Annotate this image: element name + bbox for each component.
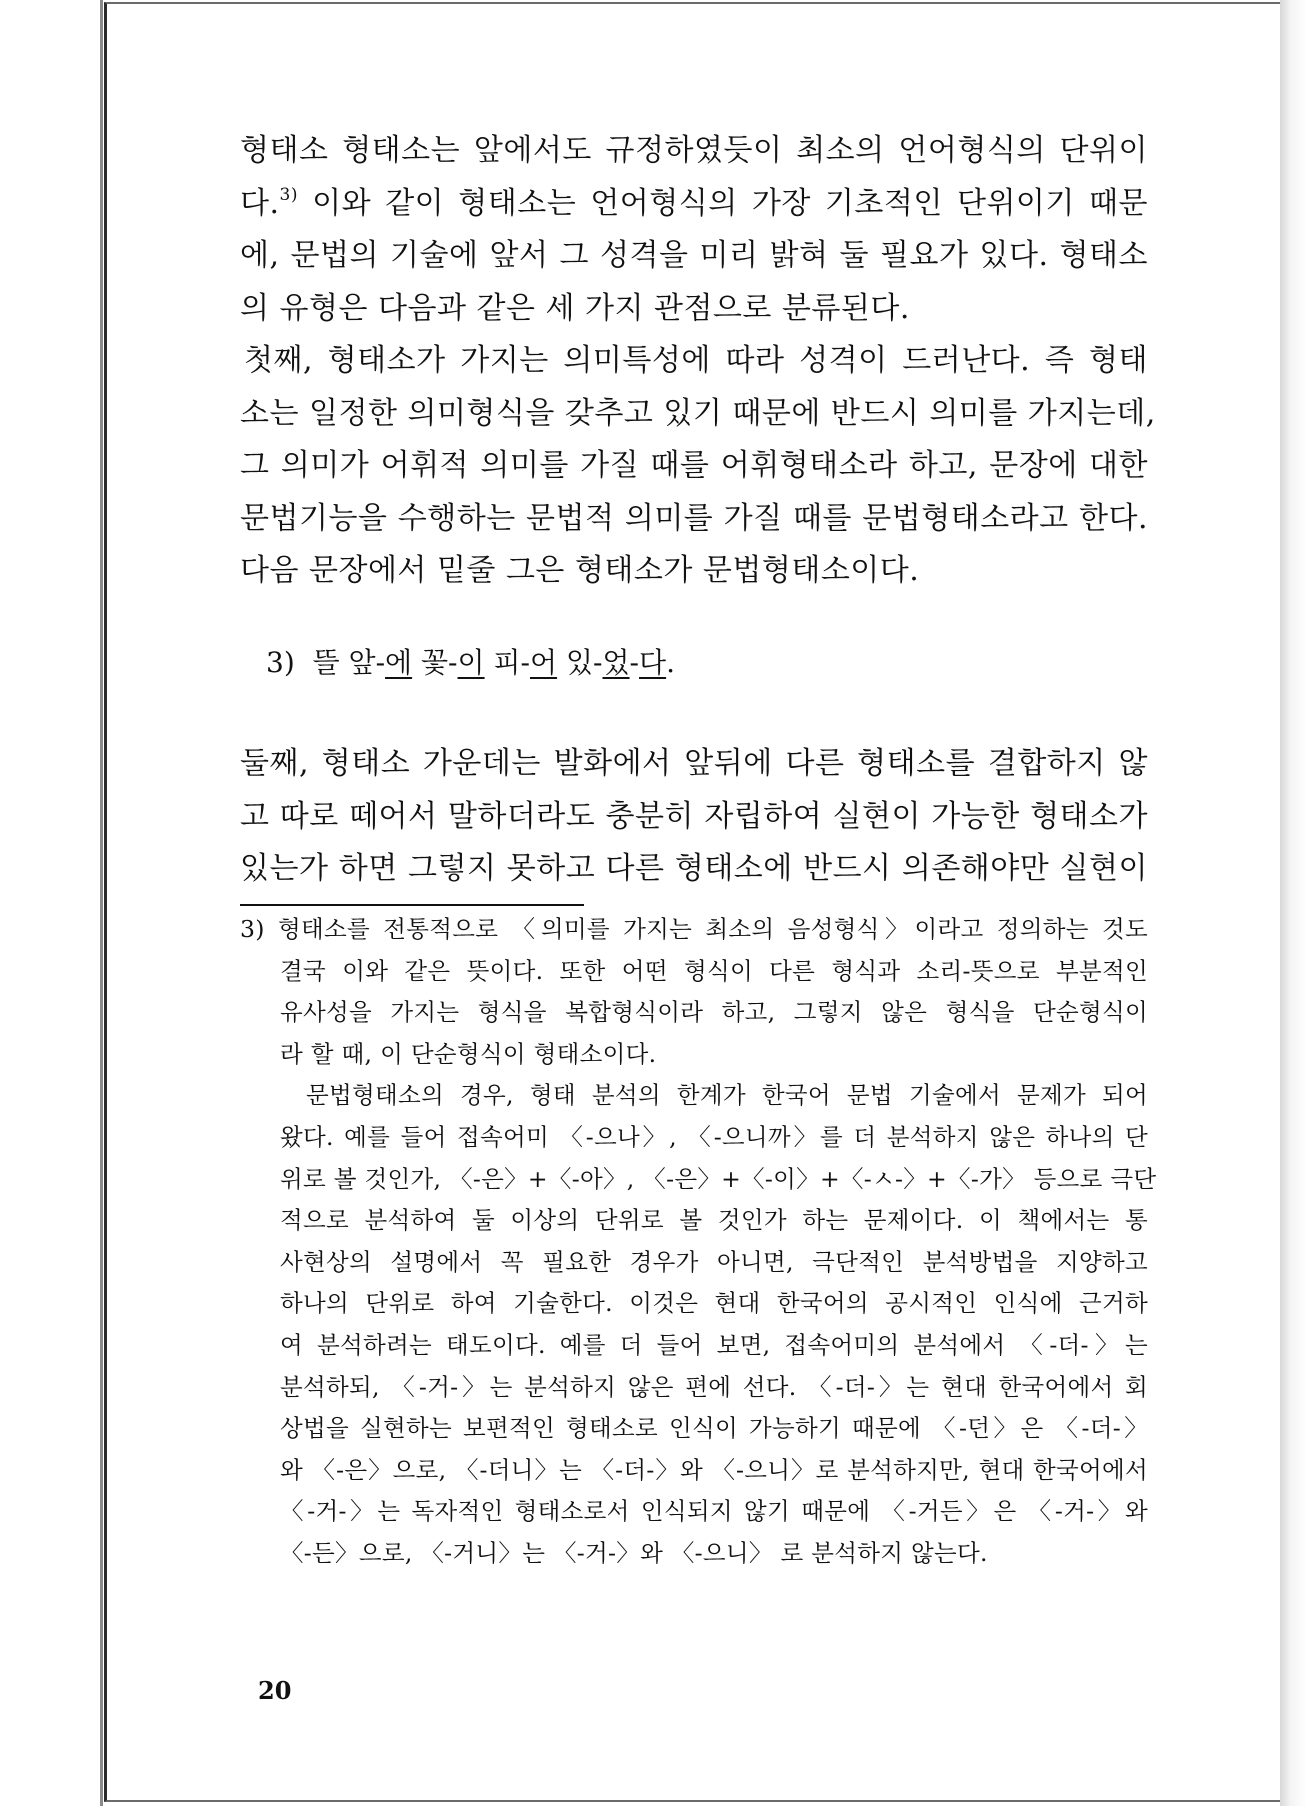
text-line: 소는 일정한 의미형식을 갖추고 있기 때문에 반드시 의미를 가지는데,	[240, 395, 1156, 431]
footnote-line: 결국 이와 같은 뜻이다. 또한 어떤 형식이 다른 형식과 소리-뜻으로 부분적인	[280, 956, 1148, 985]
footnote-line: 하나의 단위로 하여 기술한다. 이것은 현대 한국어의 공시적인 인식에 근거하	[280, 1289, 1148, 1318]
example-word: 피	[484, 646, 521, 679]
example-word: 있	[557, 646, 594, 679]
text-line: 형태소 형태소는 앞에서도 규정하였듯이 최소의 언어형식의 단위이	[240, 133, 1148, 168]
page-edge	[100, 0, 103, 1806]
text-line: 문법기능을 수행하는 문법적 의미를 가질 때를 문법형태소라고 한다.	[240, 500, 1148, 536]
text-line: 있는가 하면 그렇지 못하고 다른 형태소에 반드시 의존해야만 실현이	[240, 851, 1148, 887]
footnote-line: 〈-거-〉는 독자적인 형태소로서 인식되지 않기 때문에 〈-거든〉은 〈-거-〉와	[280, 1497, 1148, 1526]
footnote-line: 위로 볼 것인가, 〈-은〉+〈-아〉, 〈-은〉+〈-이〉+〈-ㅅ-〉+〈-가〉 등으로 극단	[280, 1164, 1157, 1193]
footnote-line: 와 〈-은〉으로, 〈-더니〉는 〈-더-〉와 〈-으니〉로 분석하지만, 현대 한국어에서	[280, 1455, 1148, 1484]
example-word: 꽃	[412, 646, 449, 679]
footnote-line: 사현상의 설명에서 꼭 필요한 경우가 아니면, 극단적인 분석방법을 지양하고	[280, 1247, 1148, 1276]
text-line: 첫째, 형태소가 가지는 의미특성에 따라 성격이 드러난다. 즉 형태	[244, 343, 1148, 378]
footnote-line: 여 분석하려는 태도이다. 예를 더 들어 보면, 접속어미의 분석에서 〈-더-〉는	[280, 1330, 1148, 1359]
grammatical-morpheme: 어	[530, 646, 558, 679]
text-line: 다음 문장에서 밑줄 그은 형태소가 문법형태소이다.	[240, 553, 920, 589]
footnote-divider	[240, 904, 584, 906]
grammatical-morpheme: 다	[639, 646, 667, 679]
footnote-line: 〈-든〉으로, 〈-거니〉는 〈-거-〉와 〈-으니〉 로 분석하지 않는다.	[280, 1538, 988, 1567]
text-line: 의 유형은 다음과 같은 세 가지 관점으로 분류된다.	[240, 290, 910, 326]
footnote-line: 적으로 분석하여 둘 이상의 단위로 볼 것인가 하는 문제이다. 이 책에서는 통	[280, 1206, 1148, 1235]
footnote-line: 분석하되, 〈-거-〉는 분석하지 않은 편에 선다. 〈-더-〉는 현대 한국어에서 회	[280, 1372, 1148, 1401]
paragraph-1	[240, 125, 1148, 335]
grammatical-morpheme: 이	[457, 646, 485, 679]
text-line	[240, 178, 1148, 231]
footnote-line: 3) 형태소를 전통적으로 〈의미를 가지는 최소의 음성형식〉이라고 정의하는 것도	[240, 915, 1148, 943]
example-sentence	[266, 643, 675, 683]
example-hyphen: -	[520, 646, 530, 679]
example-period: .	[666, 646, 675, 679]
page-shadow	[1280, 0, 1307, 1806]
example-hyphen: -	[593, 646, 603, 679]
text-span: 다.	[240, 185, 280, 221]
grammatical-morpheme: 었	[602, 646, 630, 679]
example-hyphen: -	[448, 646, 458, 679]
paragraph-3	[240, 738, 1148, 896]
paragraph-2	[240, 335, 1156, 598]
footnote-line: 상법을 실현하는 보편적인 형태소로 인식이 가능하기 때문에 〈-던〉은 〈-더-〉	[280, 1414, 1148, 1443]
example-hyphen: -	[375, 646, 386, 679]
text-line: 둘째, 형태소 가운데는 발화에서 앞뒤에 다른 형태소를 결합하지 않	[240, 746, 1148, 781]
footnote-line: 문법형태소의 경우, 형태 분석의 한계가 한국어 문법 기술에서 문제가 되어	[306, 1081, 1148, 1110]
grammatical-morpheme: 에	[385, 646, 413, 679]
footnote	[240, 909, 1157, 1575]
example-word: 뜰 앞	[312, 646, 376, 679]
example-hyphen: -	[629, 646, 640, 679]
footnote-line: 라 할 때, 이 단순형식이 형태소이다.	[280, 1039, 657, 1068]
footnote-line: 왔다. 예를 들어 접속어미 〈-으나〉, 〈-으니까〉를 더 분석하지 않은 하나의 단	[280, 1122, 1148, 1151]
footnote-reference[interactable]: 3)	[279, 184, 298, 205]
text-line: 그 의미가 어휘적 의미를 가질 때를 어휘형태소라 하고, 문장에 대한	[240, 448, 1148, 484]
text-line: 고 따로 떼어서 말하더라도 충분히 자립하여 실현이 가능한 형태소가	[240, 798, 1148, 834]
text-span: 이와 같이 형태소는 언어형식의 가장 기초적인 단위이기 때문	[312, 185, 1148, 221]
text-line: 에, 문법의 기술에 앞서 그 성격을 미리 밝혀 둘 필요가 있다. 형태소	[240, 238, 1148, 274]
footnote-line: 유사성을 가지는 형식을 복합형식이라 하고, 그렇지 않은 형식을 단순형식이	[280, 998, 1148, 1027]
page-number: 20	[258, 1676, 292, 1705]
example-number: 3)	[266, 646, 295, 679]
